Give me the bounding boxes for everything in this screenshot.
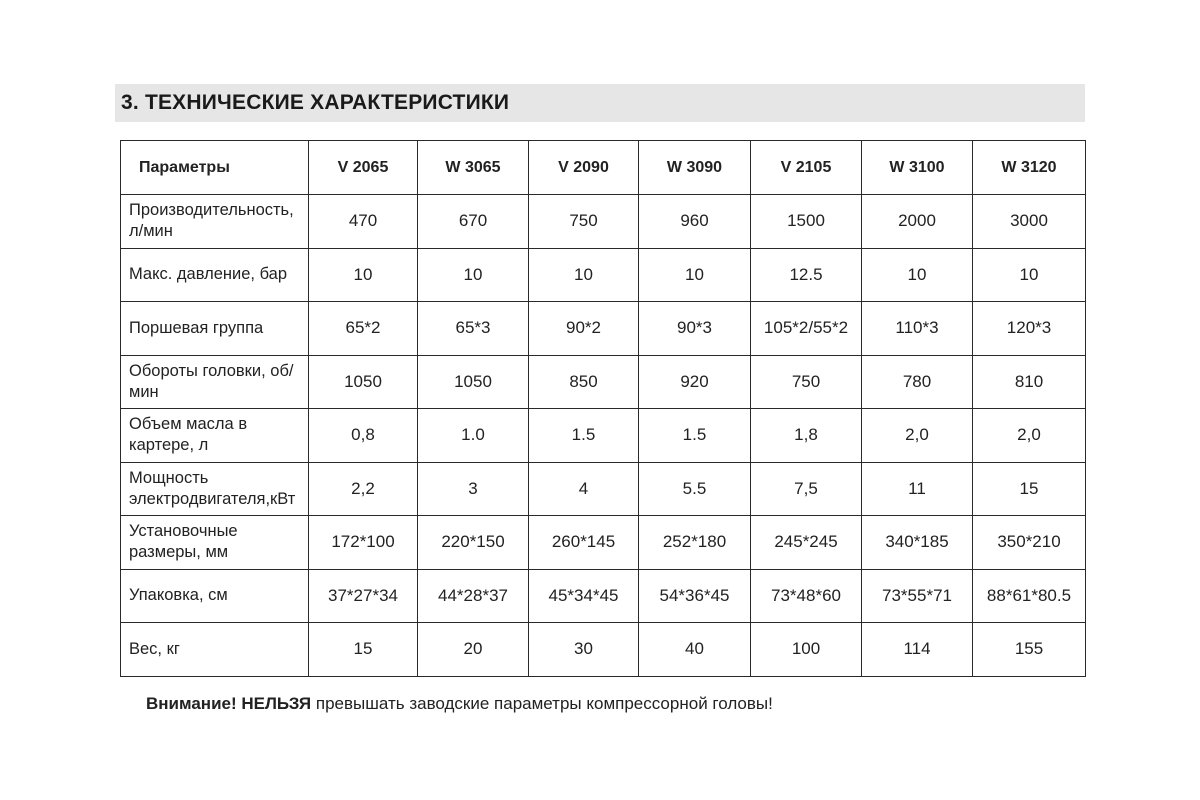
table-cell: 2000: [862, 195, 973, 249]
section-title: 3. ТЕХНИЧЕСКИЕ ХАРАКТЕРИСТИКИ: [121, 91, 510, 114]
table-cell: 780: [862, 355, 973, 409]
row-label: Макс. давление, бар: [121, 248, 309, 302]
table-row: [121, 302, 1086, 356]
table-cell: 220*150: [418, 516, 529, 570]
table-cell: 2,2: [309, 462, 418, 516]
model-column-header: W 3120: [973, 141, 1086, 195]
section-header: [115, 84, 1085, 122]
row-label: Вес, кг: [121, 623, 309, 677]
row-label: Объем масла в картере, л: [121, 409, 309, 463]
table-cell: 10: [418, 248, 529, 302]
table-row: [121, 409, 1086, 463]
table-cell: 850: [529, 355, 639, 409]
table-row: [121, 195, 1086, 249]
table-cell: 252*180: [639, 516, 751, 570]
table-cell: 350*210: [973, 516, 1086, 570]
table-cell: 340*185: [862, 516, 973, 570]
table-cell: 750: [529, 195, 639, 249]
table-cell: 172*100: [309, 516, 418, 570]
table-cell: 40: [639, 623, 751, 677]
table-cell: 11: [862, 462, 973, 516]
table-cell: 120*3: [973, 302, 1086, 356]
table-cell: 90*3: [639, 302, 751, 356]
table-cell: 65*2: [309, 302, 418, 356]
warning-note: [146, 694, 773, 714]
table-cell: 3000: [973, 195, 1086, 249]
table-cell: 15: [309, 623, 418, 677]
table-cell: 88*61*80.5: [973, 569, 1086, 623]
table-cell: 100: [751, 623, 862, 677]
table-cell: 15: [973, 462, 1086, 516]
table-cell: 110*3: [862, 302, 973, 356]
table-cell: 7,5: [751, 462, 862, 516]
table-row: [121, 516, 1086, 570]
table-cell: 45*34*45: [529, 569, 639, 623]
table-cell: 1500: [751, 195, 862, 249]
table-row: [121, 462, 1086, 516]
table-cell: 10: [529, 248, 639, 302]
specs-table: [120, 140, 1086, 677]
model-column-header: W 3065: [418, 141, 529, 195]
row-label: Поршевая группа: [121, 302, 309, 356]
table-cell: 750: [751, 355, 862, 409]
table-cell: 73*48*60: [751, 569, 862, 623]
table-cell: 4: [529, 462, 639, 516]
table-cell: 2,0: [973, 409, 1086, 463]
table-cell: 37*27*34: [309, 569, 418, 623]
table-cell: 260*145: [529, 516, 639, 570]
row-label: Установочные размеры, мм: [121, 516, 309, 570]
table-cell: 1.5: [639, 409, 751, 463]
table-cell: 470: [309, 195, 418, 249]
table-cell: 20: [418, 623, 529, 677]
warning-bold: Внимание! НЕЛЬЗЯ: [146, 694, 312, 713]
table-row: [121, 569, 1086, 623]
table-cell: 960: [639, 195, 751, 249]
table-header-row: [121, 141, 1086, 195]
table-row: [121, 248, 1086, 302]
table-cell: 1050: [418, 355, 529, 409]
table-cell: 1.5: [529, 409, 639, 463]
table-cell: 2,0: [862, 409, 973, 463]
table-cell: 10: [973, 248, 1086, 302]
table-cell: 114: [862, 623, 973, 677]
table-cell: 5.5: [639, 462, 751, 516]
table-cell: 65*3: [418, 302, 529, 356]
table-cell: 10: [309, 248, 418, 302]
model-column-header: V 2105: [751, 141, 862, 195]
table-cell: 1,8: [751, 409, 862, 463]
table-cell: 30: [529, 623, 639, 677]
table-cell: 90*2: [529, 302, 639, 356]
table-cell: 73*55*71: [862, 569, 973, 623]
table-cell: 0,8: [309, 409, 418, 463]
table-cell: 44*28*37: [418, 569, 529, 623]
table-cell: 10: [862, 248, 973, 302]
table-cell: 245*245: [751, 516, 862, 570]
model-column-header: V 2090: [529, 141, 639, 195]
row-label: Обороты головки, об/мин: [121, 355, 309, 409]
table-cell: 670: [418, 195, 529, 249]
model-column-header: W 3090: [639, 141, 751, 195]
table-cell: 10: [639, 248, 751, 302]
table-cell: 3: [418, 462, 529, 516]
table-row: [121, 623, 1086, 677]
model-column-header: V 2065: [309, 141, 418, 195]
table-cell: 810: [973, 355, 1086, 409]
warning-text: превышать заводские параметры компрессорной головы!: [311, 694, 773, 713]
table-row: [121, 355, 1086, 409]
table-cell: 155: [973, 623, 1086, 677]
row-label: Мощность электродвигателя,кВт: [121, 462, 309, 516]
table-cell: 105*2/55*2: [751, 302, 862, 356]
table-cell: 1.0: [418, 409, 529, 463]
model-column-header: W 3100: [862, 141, 973, 195]
param-column-header: Параметры: [121, 141, 309, 195]
row-label: Производительность, л/мин: [121, 195, 309, 249]
row-label: Упаковка, см: [121, 569, 309, 623]
table-cell: 920: [639, 355, 751, 409]
table-cell: 1050: [309, 355, 418, 409]
table-cell: 12.5: [751, 248, 862, 302]
table-cell: 54*36*45: [639, 569, 751, 623]
